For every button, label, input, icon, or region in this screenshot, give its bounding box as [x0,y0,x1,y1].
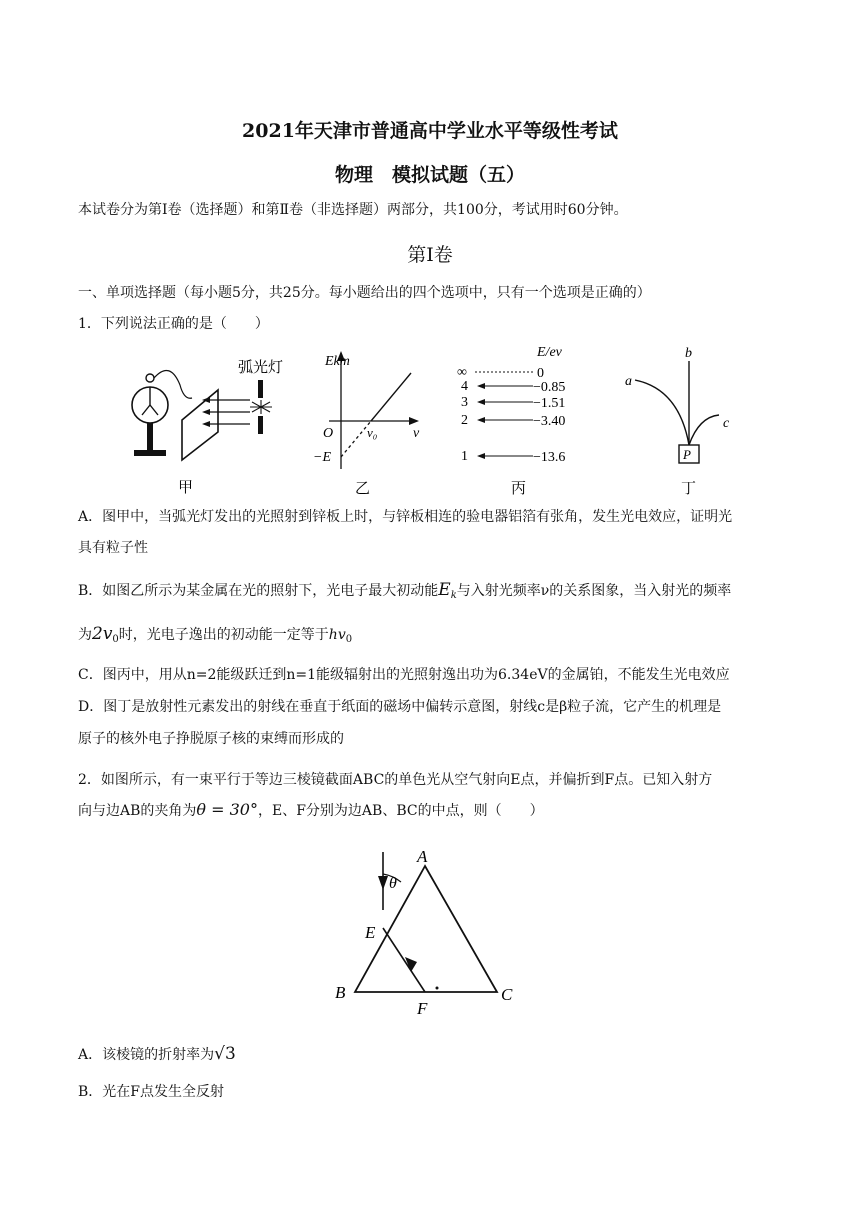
figure-ding-caption: 丁 [681,481,697,497]
v-label: v [413,426,420,441]
point-e-label: E [365,923,376,942]
question-2-stem-line2: 向与边AB的夹角为θ = 30°，E、F分别为边AB、BC的中点，则（ ） [78,800,544,819]
q1-option-b-line2: 为$2v_0$时，光电子逸出的初动能一定等于$hv_0$ [78,624,353,645]
q1-option-a-line2: 具有粒子性 [78,540,148,556]
level-n-2: 2 [461,413,468,428]
figure-bing-caption: 丙 [511,481,527,497]
exam-subtitle: 物理 模拟试题（五） [334,164,525,186]
q2-option-b: B．光在F点发生全反射 [78,1084,225,1100]
arc-lamp-bottom [258,416,263,434]
ekm-label: Ekm [325,354,350,369]
section-heading: 一、单项选择题（每小题5分，共25分。每小题给出的四个选项中，只有一个选项是正确的） [78,285,651,301]
v0-label: v₀ [367,425,378,440]
level-n-inf: ∞ [457,365,467,380]
figure-bing [445,340,605,500]
label-a: a [625,374,632,389]
question-1-stem: 1．下列说法正确的是（ ） [78,316,269,332]
level-n-4: 4 [461,379,468,394]
level-e-3: −1.51 [533,396,566,411]
origin-label: O [323,426,334,441]
q1-option-d-line2: 原子的核外电子挣脱原子核的束缚而形成的 [78,731,344,747]
level-e-1: −13.6 [533,450,566,465]
arc-lamp-label: 弧光灯 [238,360,284,376]
exam-intro: 本试卷分为第Ⅰ卷（选择题）和第Ⅱ卷（非选择题）两部分，共100分，考试用时60分钟。 [78,202,628,218]
label-b: b [685,346,692,361]
figure-yi [305,345,425,500]
level-e-2: −3.40 [533,414,566,429]
label-p: P [683,447,691,462]
label-c: c [723,416,730,431]
ray-a [635,380,689,445]
point-f-label: F [417,999,428,1018]
prism-figure [325,840,535,1020]
arc-lamp-top [258,380,263,398]
question-2-stem-line1: 2．如图所示，有一束平行于等边三棱镜截面ABC的单色光从空气射向E点，并偏折到F点。已知入射方 [78,772,713,788]
volume-heading: 第Ⅰ卷 [407,244,453,266]
ekm-line [371,373,411,421]
exam-title: 2021年天津市普通高中学业水平等级性考试 [242,120,618,142]
vertex-b-label: B [335,983,346,1002]
figure-jia [120,350,290,500]
level-e-inf: 0 [537,366,544,381]
level-e-4: −0.85 [533,380,566,395]
figure-jia-caption: 甲 [178,480,194,496]
vertex-a-label: A [417,847,428,866]
theta-label: θ [389,875,397,892]
figure-ding [615,345,745,500]
q1-option-b-line1: B．如图乙所示为某金属在光的照射下，光电子最大初动能$E_k$与入射光频率ν的关系图象，当入射光的频率 [78,580,732,601]
prism-triangle [355,866,497,992]
level-n-3: 3 [461,395,468,410]
connecting-wire [154,370,192,398]
ray-c [689,415,719,445]
q2-option-a: A．该棱镜的折射率为√3 [78,1044,236,1064]
energy-axis-label: E/ev [537,345,562,360]
q1-option-d-line1: D．图丁是放射性元素发出的射线在垂直于纸面的磁场中偏转示意图，射线c是β粒子流，它产生的机理是 [78,699,722,715]
q1-option-a-line1: A．图甲中，当弧光灯发出的光照射到锌板上时，与锌板相连的验电器铝箔有张角，发生光电效应，证明光 [78,509,733,525]
level-n-1: 1 [461,449,468,464]
vertex-c-label: C [501,985,513,1004]
figure-yi-caption: 乙 [355,481,371,497]
refracted-ray [383,928,425,992]
q1-option-c: C．图丙中，用从n=2能级跃迁到n=1能级辐射出的光照射逸出功为6.34eV的金属铂，不能发生光电效应 [78,667,730,683]
neg-e-label: −E [313,450,331,465]
